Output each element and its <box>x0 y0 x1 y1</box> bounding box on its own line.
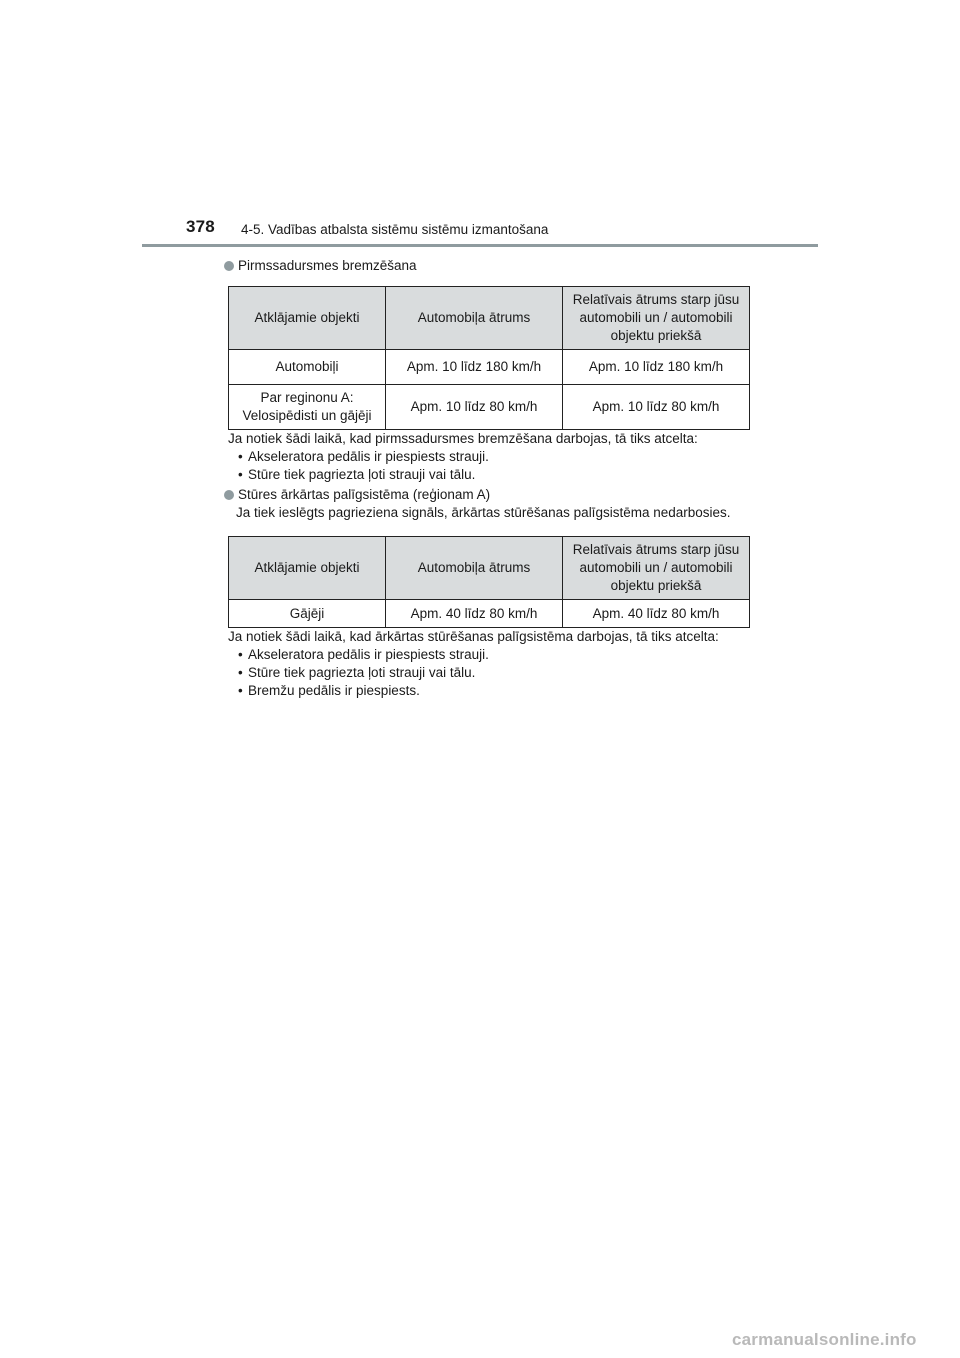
table-cell: Apm. 40 līdz 80 km/h <box>563 600 750 628</box>
table-header-cell: Relatīvais ātrums starp jūsu automobili un / automobili objektu priekšā <box>563 287 750 350</box>
cancel-conditions-text: Ja notiek šādi laikā, kad pirmssadursmes bremzēšana darbojas, tā tiks atcelta: <box>228 431 698 446</box>
table-header-cell: Atklājamie objekti <box>229 537 386 600</box>
table-row <box>229 385 750 430</box>
table-cell: Apm. 10 līdz 180 km/h <box>386 350 563 385</box>
cancel-conditions-list <box>224 448 750 484</box>
steering-intro-text: Ja tiek ieslēgts pagrieziena signāls, ārkārtas stūrēšanas palīgsistēma nedarbosies. <box>236 505 731 520</box>
table-row <box>229 600 750 628</box>
section-title: 4-5. Vadības atbalsta sistēmu sistēmu izmantošana <box>241 222 549 237</box>
table-cell: Gājēji <box>229 600 386 628</box>
steering-speed-table <box>228 536 750 628</box>
list-item: • Stūre tiek pagriezta ļoti strauji vai tālu. <box>238 466 750 484</box>
section-heading-text: Pirmssadursmes bremzēšana <box>238 258 417 273</box>
steering-cancel-text: Ja notiek šādi laikā, kad ārkārtas stūrēšanas palīgsistēma darbojas, tā tiks atcelta: <box>228 629 719 644</box>
table-cell: Apm. 10 līdz 180 km/h <box>563 350 750 385</box>
table-cell: Apm. 10 līdz 80 km/h <box>563 385 750 430</box>
table-header-row <box>229 537 750 600</box>
section-heading-pre-collision-braking <box>224 257 750 275</box>
table-cell: Automobiļi <box>229 350 386 385</box>
table-cell: Par reginonu A: Velosipēdisti un gājēji <box>229 385 386 430</box>
table-header-row <box>229 287 750 350</box>
list-item: • Bremžu pedālis ir piespiests. <box>238 682 750 700</box>
table-header-cell: Automobiļa ātrums <box>386 287 563 350</box>
table-header-cell: Atklājamie objekti <box>229 287 386 350</box>
page-content <box>224 257 750 700</box>
list-item: • Akseleratora pedālis ir piespiests strauji. <box>238 448 750 466</box>
header-divider <box>142 244 818 247</box>
list-item: • Stūre tiek pagriezta ļoti strauji vai tālu. <box>238 664 750 682</box>
section-heading-emergency-steering <box>224 486 750 504</box>
bullet-dot-icon <box>224 490 234 500</box>
page-number: 378 <box>186 217 215 236</box>
braking-speed-table <box>228 286 750 430</box>
bullet-dot-icon <box>224 261 234 271</box>
table-header-cell: Automobiļa ātrums <box>386 537 563 600</box>
table-cell: Apm. 10 līdz 80 km/h <box>386 385 563 430</box>
section-heading-text: Stūres ārkārtas palīgsistēma (reģionam A) <box>238 487 491 502</box>
table-cell: Apm. 40 līdz 80 km/h <box>386 600 563 628</box>
table-header-cell: Relatīvais ātrums starp jūsu automobili un / automobili objektu priekšā <box>563 537 750 600</box>
watermark-link[interactable]: carmanualsonline.info <box>732 1330 917 1349</box>
list-item: • Akseleratora pedālis ir piespiests strauji. <box>238 646 750 664</box>
table-row <box>229 350 750 385</box>
steering-cancel-list <box>224 646 750 700</box>
